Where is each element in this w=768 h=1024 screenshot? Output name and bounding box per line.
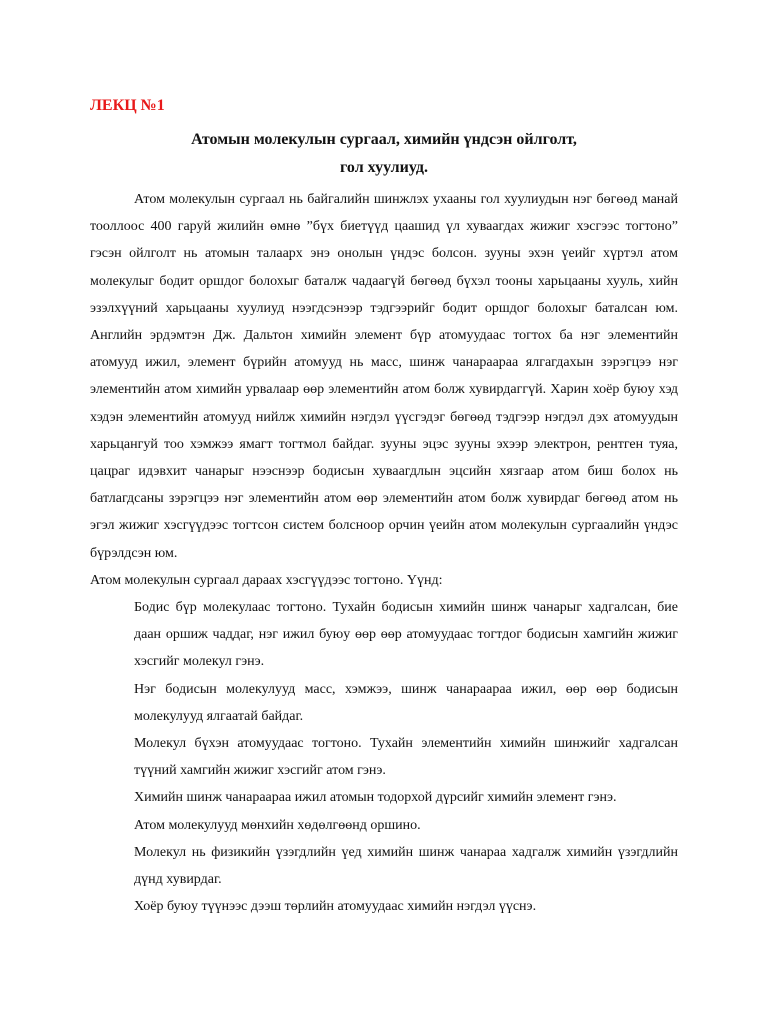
list-item: Нэг бодисын молекулууд масс, хэмжээ, шинж чанараараа ижил, өөр өөр бодисын молекулууд ялгаатай байдаг. [134, 681, 678, 724]
intro-paragraph: Атом молекулын сургаал нь байгалийн шинжлэх ухааны гол хуулиудын нэг бөгөөд манай тооллоос 400 гаруй жилийн өмнө ”бүх биетүүд цаашид үл хуваагдах жижиг хэсгээс тогтоно” гэсэн ойлголт нь атомын талаарх энэ онолын үндэс болсон. зууны эхэн үеийг хүртэл атом молекулыг бодит оршдог болохыг баталж чадаагүй бөгөөд бүхэл тооны харьцааны хууль, хийн эзэлхүүний харьцааны хуулиуд нээгдсэнээр тэдгээрийг бодит оршдог болохыг баталсан юм. Английн эрдэмтэн Дж. Дальтон химийн элемент бүр атомуудаас тогтох ба нэг элементийн атомууд ижил, элемент бүрийн атомууд нь масс, шинж чанараараа ялгагдахын зэрэгцээ нэг элементийн атом химийн урвалаар өөр элементийн атом болж хувирдаггүй. Харин хоёр буюу хэд хэдэн элементийн атомууд нийлж химийн нэгдэл үүсгэдэг бөгөөд тэдгээр нэгдэл дэх атомуудын харьцангуй тоо хэмжээ ямагт тогтмол байдаг. зууны эцэс зууны эхээр электрон, рентген туяа, цацраг идэвхит чанарыг нээснээр бодисын хуваагдлын эцсийн хязгаар атом биш болох нь батлагдсаны зэрэгцээ нэг элементийн атом өөр элементийн атом болж хувирдаг бөгөөд атом нь эгэл жижиг хэсгүүдээс тогтсон систем болсноор орчин үеийн атом молекулын сургаалийн үндэс бүрэлдсэн юм. [90, 192, 678, 561]
document-page [90, 96, 678, 920]
list-intro: Атом молекулын сургаал дараах хэсгүүдээс тогтоно. Үүнд: [90, 572, 443, 588]
list-item: Бодис бүр молекулаас тогтоно. Тухайн бодисын химийн шинж чанарыг хадгалсан, бие даан оршиж чаддаг, нэг ижил буюу өөр өөр атомуудаас тогтдог бодисын хамгийн жижиг хэсгийг молекул гэнэ. [134, 600, 678, 670]
list-item: Молекул нь физикийн үзэгдлийн үед химийн шинж чанараа хадгалж химийн үзэгдлийн дүнд хувирдаг. [134, 844, 678, 888]
title-line-2: гол хуулиуд. [340, 159, 428, 176]
list-item: Химийн шинж чанараараа ижил атомын тодорхой дүрсийг химийн элемент гэнэ. [134, 790, 617, 806]
list-item: Хоёр буюу түүнээс дээш төрлийн атомуудаас химийн нэгдэл үүснэ. [134, 899, 537, 915]
list-item: Атом молекулууд мөнхийн хөдөлгөөнд оршино. [134, 817, 421, 833]
tenets-list [134, 594, 678, 920]
lecture-label: ЛЕКЦ №1 [90, 97, 165, 114]
title-line-1: Атомын молекулын сургаал, химийн үндсэн ойлголт, [191, 131, 577, 148]
list-item: Молекул бүхэн атомуудаас тогтоно. Тухайн элементийн химийн шинжийг хадгалсан түүний хамгийн жижиг хэсгийг атом гэнэ. [134, 736, 678, 779]
